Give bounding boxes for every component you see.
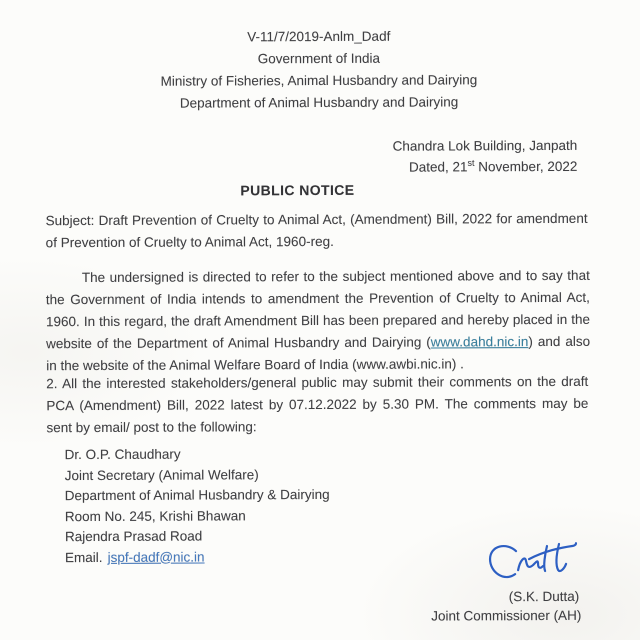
signatory-name: (S.K. Dutta) xyxy=(508,588,580,605)
contact-address-line2: Rajendra Prasad Road xyxy=(64,528,203,545)
contact-block xyxy=(65,444,330,568)
contact-designation: Joint Secretary (Animal Welfare) xyxy=(64,466,259,483)
date-rest: November, 2022 xyxy=(474,158,578,175)
email-link[interactable]: jspf-dadf@nic.in xyxy=(107,549,205,565)
signature-block xyxy=(431,539,581,626)
body-paragraph-1 xyxy=(46,265,590,377)
para1-text-after-link: ) and also in the website of the Animal Welfare Board of India (www.awbi.nic.in) . xyxy=(46,333,591,374)
government-line: Government of India xyxy=(257,50,381,67)
contact-email-line xyxy=(65,546,330,568)
ministry-line: Ministry of Fisheries, Animal Husbandry and Dairying xyxy=(160,72,478,89)
contact-department: Department of Animal Husbandry & Dairying xyxy=(64,486,330,504)
subject-line: Subject: Draft Prevention of Cruelty to Animal Act, (Amendment) Bill, 2022 for amendment of Prevention of Cruelty to Animal Act, 1960-reg. xyxy=(45,210,588,251)
contact-name: Dr. O.P. Chaudhary xyxy=(64,446,181,463)
date-ordinal: st xyxy=(467,157,475,168)
para1-text-before-link: The undersigned is directed to refer to the subject mentioned above and to say that the Government of India intends to amendment the Prevention of Cruelty to Animal Act, 1960. In this regard, the draft Amendment Bill has been prepared and hereby placed in the website of the Department of Animal Husbandry and Dairying ( xyxy=(45,267,591,352)
notice-title: PUBLIC NOTICE xyxy=(240,181,355,199)
reference-number: V-11/7/2019-Anlm_Dadf xyxy=(247,28,391,45)
signatory-designation: Joint Commissioner (AH) xyxy=(431,607,582,624)
dahd-website-link[interactable]: www.dahd.nic.in xyxy=(430,334,529,350)
department-line: Department of Animal Husbandry and Dairying xyxy=(179,94,459,111)
building-address: Chandra Lok Building, Janpath xyxy=(392,137,578,154)
date-line xyxy=(393,156,578,178)
dateline xyxy=(393,135,578,178)
date-prefix: Dated, 21 xyxy=(408,159,468,175)
signature-icon xyxy=(483,539,579,585)
contact-address-line1: Room No. 245, Krishi Bhawan xyxy=(64,507,246,524)
email-label: Email. xyxy=(64,549,103,565)
body-paragraph-2: 2. All the interested stakeholders/general public may submit their comments on the draft PCA (Amendment) Bill, 2022 latest by 07.12.2022 by 5.30 PM. The comments may be sent by email/ post to the following: xyxy=(46,373,589,436)
letterhead xyxy=(0,25,639,116)
